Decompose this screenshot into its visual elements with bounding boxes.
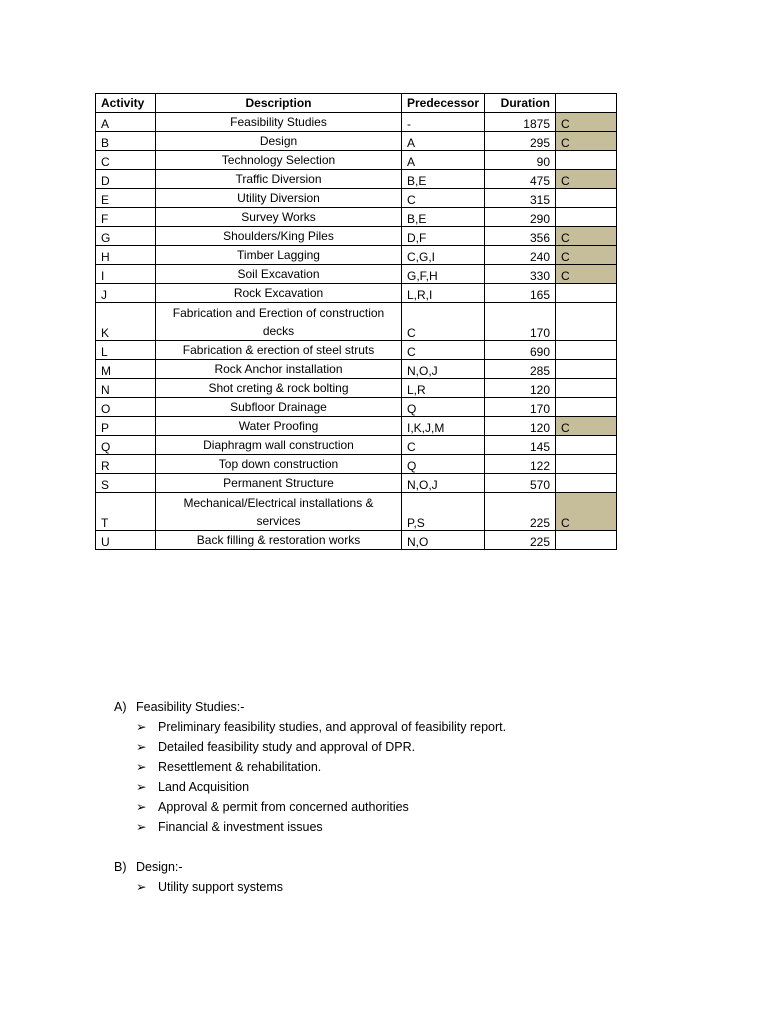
activity-cell: I	[96, 265, 156, 284]
table-row	[96, 208, 617, 227]
predecessor-cell: B,E	[402, 208, 485, 227]
table-row	[96, 265, 617, 284]
section-design	[114, 857, 283, 897]
duration-cell: 570	[485, 474, 556, 493]
table-row	[96, 531, 617, 550]
predecessor-cell: N,O,J	[402, 474, 485, 493]
arrow-bullet-icon: ➢	[136, 780, 147, 794]
critical-flag-cell	[556, 208, 617, 227]
table-row	[96, 113, 617, 132]
critical-flag-cell	[556, 303, 617, 341]
critical-flag-cell	[556, 398, 617, 417]
arrow-bullet-icon: ➢	[136, 800, 147, 814]
description-cell: Diaphragm wall construction	[156, 436, 402, 455]
critical-flag-cell	[556, 531, 617, 550]
table-row	[96, 493, 617, 531]
critical-flag-cell: C	[556, 265, 617, 284]
section-title: Design:-	[136, 860, 183, 874]
section-feasibility-studies	[114, 697, 506, 837]
table-row	[96, 398, 617, 417]
arrow-bullet-icon: ➢	[136, 760, 147, 774]
table-row	[96, 379, 617, 398]
header-description: Description	[156, 94, 402, 113]
predecessor-cell: C,G,I	[402, 246, 485, 265]
table-row	[96, 303, 617, 341]
predecessor-cell: A	[402, 151, 485, 170]
list-item: ➢ Resettlement & rehabilitation.	[136, 757, 506, 777]
arrow-bullet-icon: ➢	[136, 820, 147, 834]
duration-cell: 170	[485, 398, 556, 417]
duration-cell: 330	[485, 265, 556, 284]
duration-cell: 315	[485, 189, 556, 208]
predecessor-cell: N,O,J	[402, 360, 485, 379]
duration-cell: 90	[485, 151, 556, 170]
predecessor-cell: N,O	[402, 531, 485, 550]
table-row	[96, 151, 617, 170]
activity-cell: P	[96, 417, 156, 436]
critical-flag-cell	[556, 151, 617, 170]
duration-cell: 240	[485, 246, 556, 265]
predecessor-cell: C	[402, 341, 485, 360]
duration-cell: 475	[485, 170, 556, 189]
critical-flag-cell: C	[556, 170, 617, 189]
section-heading	[114, 697, 506, 717]
list-item: ➢ Land Acquisition	[136, 777, 506, 797]
activity-cell: G	[96, 227, 156, 246]
duration-cell: 165	[485, 284, 556, 303]
predecessor-cell: C	[402, 436, 485, 455]
duration-cell: 356	[485, 227, 556, 246]
duration-cell: 122	[485, 455, 556, 474]
section-label: A)	[114, 700, 127, 714]
activity-cell: L	[96, 341, 156, 360]
table-header-row	[96, 94, 617, 113]
activity-cell: Q	[96, 436, 156, 455]
predecessor-cell: Q	[402, 398, 485, 417]
critical-flag-cell	[556, 436, 617, 455]
critical-flag-cell	[556, 455, 617, 474]
predecessor-cell: -	[402, 113, 485, 132]
table-row	[96, 227, 617, 246]
critical-flag-cell: C	[556, 227, 617, 246]
activity-cell: A	[96, 113, 156, 132]
critical-flag-cell: C	[556, 493, 617, 531]
table-row	[96, 132, 617, 151]
duration-cell: 285	[485, 360, 556, 379]
predecessor-cell: I,K,J,M	[402, 417, 485, 436]
table-row	[96, 417, 617, 436]
activity-cell: H	[96, 246, 156, 265]
description-cell: Permanent Structure	[156, 474, 402, 493]
predecessor-cell: G,F,H	[402, 265, 485, 284]
description-cell: Water Proofing	[156, 417, 402, 436]
activity-cell: F	[96, 208, 156, 227]
table-row	[96, 170, 617, 189]
duration-cell: 290	[485, 208, 556, 227]
section-heading	[114, 857, 283, 877]
table-row	[96, 341, 617, 360]
activity-cell: U	[96, 531, 156, 550]
description-cell: Traffic Diversion	[156, 170, 402, 189]
duration-cell: 225	[485, 493, 556, 531]
description-cell: Timber Lagging	[156, 246, 402, 265]
arrow-bullet-icon: ➢	[136, 880, 147, 894]
duration-cell: 295	[485, 132, 556, 151]
predecessor-cell: L,R	[402, 379, 485, 398]
description-cell: Rock Anchor installation	[156, 360, 402, 379]
critical-flag-cell: C	[556, 132, 617, 151]
section-title: Feasibility Studies:-	[136, 700, 245, 714]
description-cell: Mechanical/Electrical installations & services	[156, 493, 402, 531]
predecessor-cell: D,F	[402, 227, 485, 246]
critical-flag-cell	[556, 379, 617, 398]
critical-flag-cell: C	[556, 246, 617, 265]
predecessor-cell: L,R,I	[402, 284, 485, 303]
header-predecessor: Predecessor	[402, 94, 485, 113]
activity-cell: T	[96, 493, 156, 531]
description-cell: Top down construction	[156, 455, 402, 474]
activity-cell: K	[96, 303, 156, 341]
critical-flag-cell: C	[556, 113, 617, 132]
activity-cell: S	[96, 474, 156, 493]
predecessor-cell: P,S	[402, 493, 485, 531]
predecessor-cell: A	[402, 132, 485, 151]
critical-flag-cell	[556, 474, 617, 493]
description-cell: Technology Selection	[156, 151, 402, 170]
description-cell: Rock Excavation	[156, 284, 402, 303]
activity-table	[95, 93, 617, 550]
activity-cell: B	[96, 132, 156, 151]
critical-flag-cell	[556, 284, 617, 303]
critical-flag-cell	[556, 360, 617, 379]
activity-cell: J	[96, 284, 156, 303]
table-row	[96, 246, 617, 265]
critical-flag-cell: C	[556, 417, 617, 436]
table-body	[96, 113, 617, 550]
predecessor-cell: C	[402, 189, 485, 208]
list-item: ➢ Utility support systems	[136, 877, 283, 897]
description-cell: Fabrication and Erection of construction decks	[156, 303, 402, 341]
activity-cell: M	[96, 360, 156, 379]
predecessor-cell: B,E	[402, 170, 485, 189]
table-row	[96, 474, 617, 493]
description-cell: Feasibility Studies	[156, 113, 402, 132]
bullet-list	[114, 877, 283, 897]
table-row	[96, 360, 617, 379]
description-cell: Soil Excavation	[156, 265, 402, 284]
header-duration: Duration	[485, 94, 556, 113]
description-cell: Shoulders/King Piles	[156, 227, 402, 246]
arrow-bullet-icon: ➢	[136, 740, 147, 754]
bullet-list	[114, 717, 506, 837]
header-flag	[556, 94, 617, 113]
list-item: ➢ Detailed feasibility study and approval of DPR.	[136, 737, 506, 757]
table-row	[96, 284, 617, 303]
predecessor-cell: Q	[402, 455, 485, 474]
description-cell: Back filling & restoration works	[156, 531, 402, 550]
activity-cell: N	[96, 379, 156, 398]
duration-cell: 120	[485, 417, 556, 436]
duration-cell: 690	[485, 341, 556, 360]
critical-flag-cell	[556, 189, 617, 208]
header-activity: Activity	[96, 94, 156, 113]
table-row	[96, 436, 617, 455]
arrow-bullet-icon: ➢	[136, 720, 147, 734]
duration-cell: 225	[485, 531, 556, 550]
activity-cell: O	[96, 398, 156, 417]
description-cell: Utility Diversion	[156, 189, 402, 208]
duration-cell: 170	[485, 303, 556, 341]
description-cell: Design	[156, 132, 402, 151]
activity-cell: R	[96, 455, 156, 474]
duration-cell: 1875	[485, 113, 556, 132]
description-cell: Survey Works	[156, 208, 402, 227]
table-row	[96, 455, 617, 474]
section-label: B)	[114, 860, 127, 874]
list-item: ➢ Approval & permit from concerned authorities	[136, 797, 506, 817]
table-row	[96, 189, 617, 208]
list-item: ➢ Financial & investment issues	[136, 817, 506, 837]
description-cell: Fabrication & erection of steel struts	[156, 341, 402, 360]
duration-cell: 120	[485, 379, 556, 398]
list-item: ➢ Preliminary feasibility studies, and approval of feasibility report.	[136, 717, 506, 737]
predecessor-cell: C	[402, 303, 485, 341]
description-cell: Shot creting & rock bolting	[156, 379, 402, 398]
duration-cell: 145	[485, 436, 556, 455]
activity-cell: C	[96, 151, 156, 170]
critical-flag-cell	[556, 341, 617, 360]
activity-cell: D	[96, 170, 156, 189]
description-cell: Subfloor Drainage	[156, 398, 402, 417]
activity-cell: E	[96, 189, 156, 208]
